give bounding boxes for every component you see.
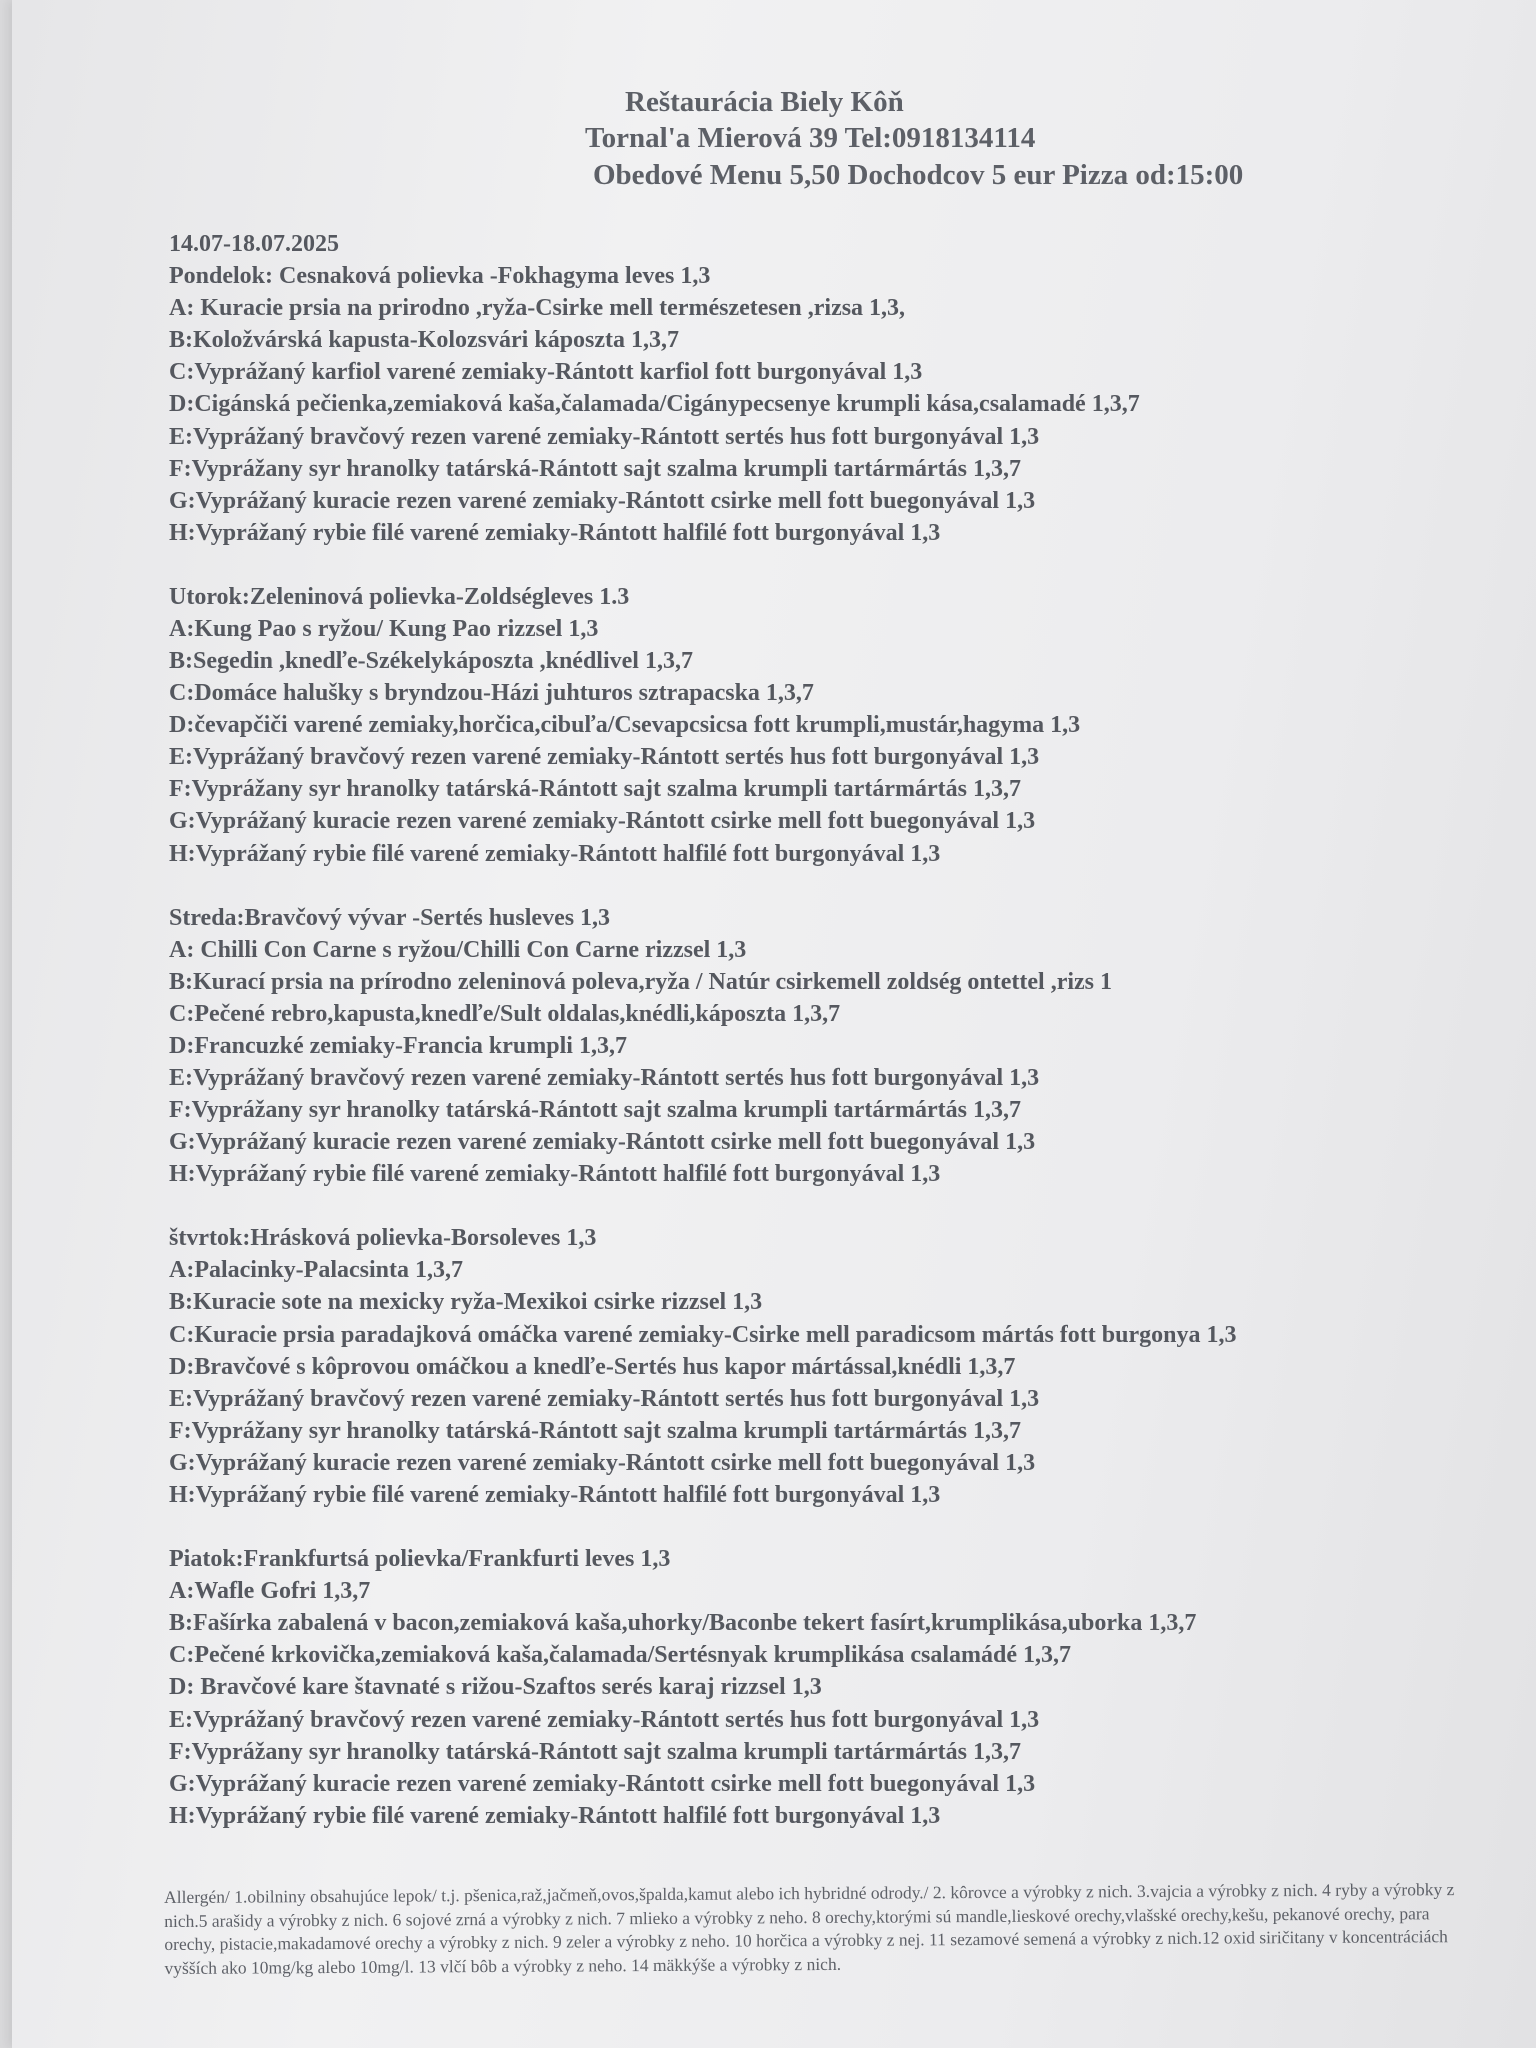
menu-item: H:Vyprážaný rybie filé varené zemiaky-Rántott halfilé fott burgonyával 1,3: [169, 1161, 941, 1188]
menu-item: D:Cigánská pečienka,zemiaková kaša,čalamada/Cigánypecsenye krumpli kása,csalamadé 1,3,7: [169, 391, 1140, 418]
day-heading: Piatok:Frankfurtsá polievka/Frankfurti leves 1,3: [169, 1546, 671, 1573]
day-wednesday: [169, 902, 1529, 1191]
menu-item: A:Wafle Gofri 1,3,7: [169, 1578, 371, 1605]
menu-item: C:Kuracie prsia paradajková omáčka varené zemiaky-Csirke mell paradicsom mártás fott burgonya 1,3: [169, 1321, 1237, 1348]
menu-item: G:Vyprážaný kuracie rezen varené zemiaky-Rántott csirke mell fott buegonyával 1,3: [169, 1129, 1036, 1156]
menu-item: E:Vyprážaný bravčový rezen varené zemiaky-Rántott sertés hus fott burgonyával 1,3: [169, 744, 1040, 771]
day-heading: Pondelok: Cesnaková polievka -Fokhagyma leves 1,3: [169, 263, 711, 290]
menu-item: F:Vyprážany syr hranolky tatárská-Rántott sajt szalma krumpli tartármártás 1,3,7: [169, 776, 1021, 803]
menu-item: D:Bravčové s kôprovou omáčkou a knedľe-Sertés hus kapor mártással,knédli 1,3,7: [169, 1353, 1016, 1380]
menu-item: G:Vyprážaný kuracie rezen varené zemiaky-Rántott csirke mell fott buegonyával 1,3: [169, 487, 1036, 514]
menu-item: D:Francuzké zemiaky-Francia krumpli 1,3,7: [169, 1032, 627, 1059]
menu-item: G:Vyprážaný kuracie rezen varené zemiaky-Rántott csirke mell fott buegonyával 1,3: [169, 808, 1036, 835]
menu-prices: Obedové Menu 5,50 Dochodcov 5 eur Pizza od:15:00: [593, 159, 1244, 191]
menu-item: E:Vyprážaný bravčový rezen varené zemiaky-Rántott sertés hus fott burgonyával 1,3: [169, 1385, 1040, 1412]
allergen-legend: Allergén/ 1.obilniny obsahujúce lepok/ t.j. pšenica,raž,jačmeň,ovos,špalda,kamut alebo ich hybridné odrody./ 2. kôrovce a výrobky z nich. 3.vajcia a výrobky z nich. 4 ryby a výrobky z nich.5 arašidy a výrobky z nich. 6 sojové zrná a výrobky z nich. 7 mlieko a výrobky z neho. 8 orechy,ktorými sú mandle,lieskové orechy,vlašské orechy,kešu, pekanové orechy, para orechy, pistacie,makadamové orechy a výrobky z nich. 9 zeler a výrobky z neho. 10 horčica a výrobky z nej. 11 sezamové semená a výrobky z nich.12 oxid siričitany v koncentráciách vyšších ako 10mg/kg alebo 10mg/l. 13 vlčí bôb a výrobky z neho. 14 mäkkýše a výrobky z nich.: [164, 1879, 1455, 1978]
menu-item: D: Bravčové kare štavnaté s rižou-Szaftos serés karaj rizzsel 1,3: [169, 1674, 822, 1701]
menu-item: E:Vyprážaný bravčový rezen varené zemiaky-Rántott sertés hus fott burgonyával 1,3: [169, 1706, 1040, 1733]
menu-item: C:Pečené krkovička,zemiaková kaša,čalamada/Sertésnyak krumplikása csalamádé 1,3,7: [169, 1642, 1071, 1669]
menu-item: A:Kung Pao s ryžou/ Kung Pao rizzsel 1,3: [169, 615, 599, 642]
menu-item: H:Vyprážaný rybie filé varené zemiaky-Rántott halfilé fott burgonyával 1,3: [169, 1482, 941, 1509]
menu-item: H:Vyprážaný rybie filé varené zemiaky-Rántott halfilé fott burgonyával 1,3: [169, 1802, 941, 1829]
address-phone: Tornal'a Mierová 39 Tel:0918134114: [585, 122, 1036, 154]
menu-item: C:Pečené rebro,kapusta,knedľe/Sult oldalas,knédli,káposzta 1,3,7: [169, 1000, 841, 1027]
menu-item: A: Kuracie prsia na prirodno ,ryža-Csirke mell természetesen ,rizsa 1,3,: [169, 295, 906, 322]
menu-item: G:Vyprážaný kuracie rezen varené zemiaky-Rántott csirke mell fott buegonyával 1,3: [169, 1449, 1036, 1476]
menu-item: H:Vyprážaný rybie filé varené zemiaky-Rántott halfilé fott burgonyával 1,3: [169, 840, 941, 867]
day-monday: [169, 260, 1529, 549]
menu-item: H:Vyprážaný rybie filé varené zemiaky-Rántott halfilé fott burgonyával 1,3: [169, 519, 941, 546]
menu-item: F:Vyprážany syr hranolky tatárská-Rántott sajt szalma krumpli tartármártás 1,3,7: [169, 455, 1021, 482]
menu-item: B:Segedin ,knedľe-Székelykáposzta ,knédlivel 1,3,7: [169, 648, 693, 675]
day-friday: [169, 1543, 1529, 1832]
menu-item: D:čevapčiči varené zemiaky,horčica,cibuľa/Csevapcsicsa fott krumpli,mustár,hagyma 1,3: [169, 712, 1081, 739]
menu-item: G:Vyprážaný kuracie rezen varené zemiaky-Rántott csirke mell fott buegonyával 1,3: [169, 1770, 1036, 1797]
menu-item: B:Kurací prsia na prírodno zeleninová poleva,ryža / Natúr csirkemell zoldség ontettel ,rizs 1: [169, 968, 1113, 995]
date-range: 14.07-18.07.2025: [169, 231, 339, 257]
menu-item: E:Vyprážaný bravčový rezen varené zemiaky-Rántott sertés hus fott burgonyával 1,3: [169, 1065, 1040, 1092]
menu-item: B:Fašírka zabalená v bacon,zemiaková kaša,uhorky/Baconbe tekert fasírt,krumplikása,uborka 1,3,7: [169, 1610, 1197, 1637]
day-heading: Utorok:Zeleninová polievka-Zoldségleves 1.3: [169, 583, 630, 610]
day-heading: štvrtok:Hrásková polievka-Borsoleves 1,3: [169, 1225, 597, 1252]
menu-item: A: Chilli Con Carne s ryžou/Chilli Con Carne rizzsel 1,3: [169, 936, 747, 963]
menu-item: B:Koložvárská kapusta-Kolozsvári káposzta 1,3,7: [169, 327, 680, 354]
menu-item: F:Vyprážany syr hranolky tatárská-Rántott sajt szalma krumpli tartármártás 1,3,7: [169, 1738, 1021, 1765]
menu-sheet: [12, 0, 1536, 2048]
day-tuesday: [169, 581, 1529, 870]
day-thursday: [169, 1222, 1529, 1511]
day-heading: Streda:Bravčový vývar -Sertés husleves 1,3: [169, 904, 611, 931]
menu-item: F:Vyprážany syr hranolky tatárská-Rántott sajt szalma krumpli tartármártás 1,3,7: [169, 1417, 1021, 1444]
menu-item: B:Kuracie sote na mexicky ryža-Mexikoi csirke rizzsel 1,3: [169, 1289, 763, 1316]
restaurant-name: Reštaurácia Biely Kôň: [625, 86, 904, 118]
menu-item: E:Vyprážaný bravčový rezen varené zemiaky-Rántott sertés hus fott burgonyával 1,3: [169, 423, 1040, 450]
menu-item: F:Vyprážany syr hranolky tatárská-Rántott sajt szalma krumpli tartármártás 1,3,7: [169, 1097, 1021, 1124]
menu-item: A:Palacinky-Palacsinta 1,3,7: [169, 1257, 463, 1284]
weekly-menu: [169, 228, 1529, 1864]
menu-item: C:Domáce halušky s bryndzou-Házi juhturos sztrapacska 1,3,7: [169, 680, 814, 707]
menu-item: C:Vyprážaný karfiol varené zemiaky-Rántott karfiol fott burgonyával 1,3: [169, 359, 923, 386]
